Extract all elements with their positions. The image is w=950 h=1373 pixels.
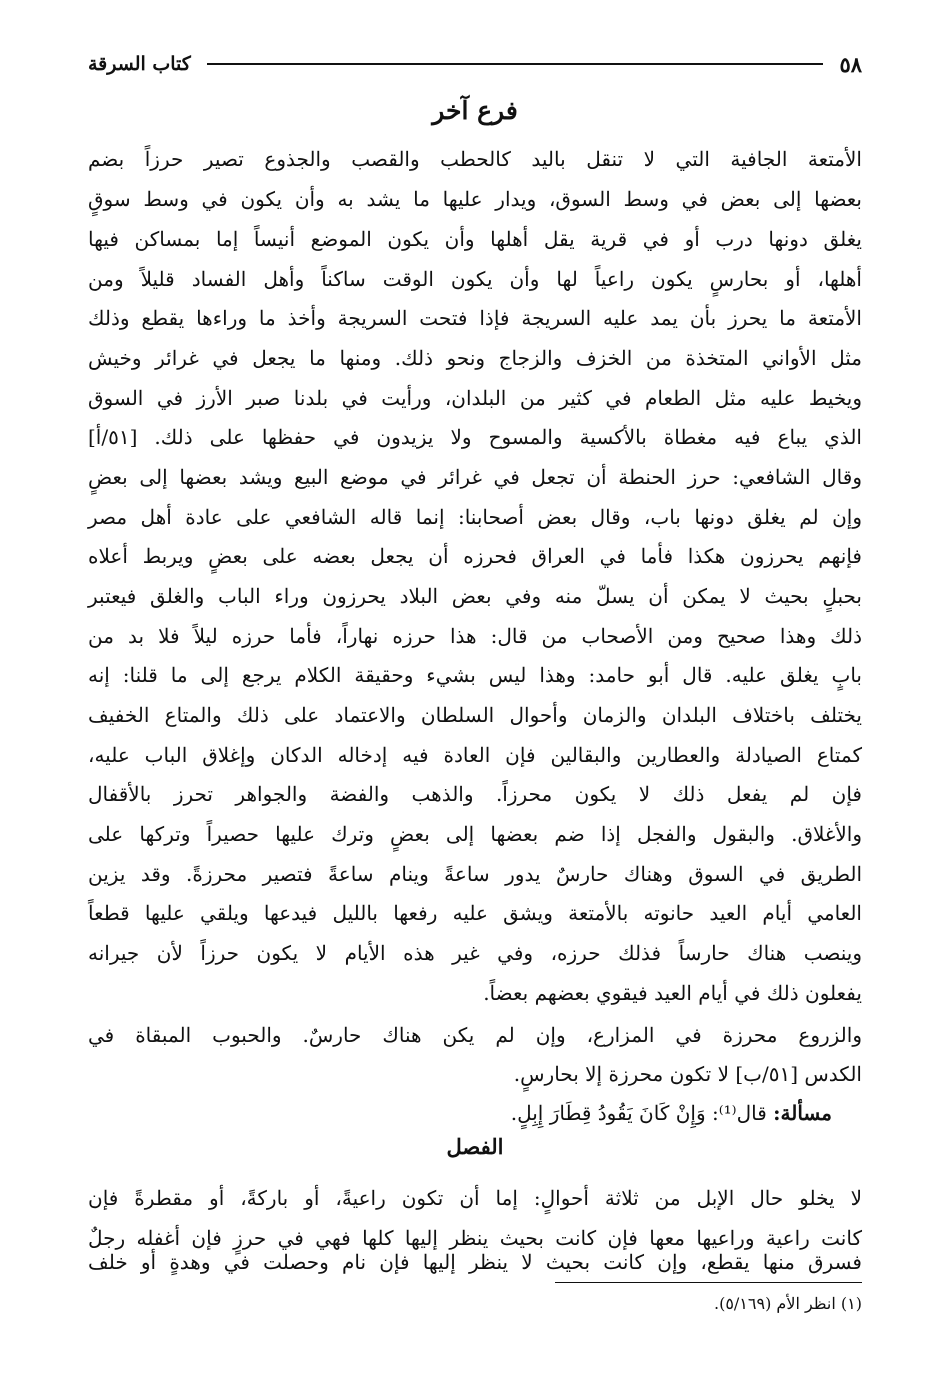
text-line: وإن لم يغلق دونها باب، وقال بعض أصحابنا: إنما قاله الشافعي على عادة أهل مصر [88,505,862,529]
section-heading: فرع آخر [432,96,518,125]
text-line: الطريق في السوق وهناك حارسٌ يدور ساعةً وينام ساعةً فتصير محرزةً. وقد يزين [88,862,862,886]
text-line: الكدس [٥١/ب] لا تكون محرزة إلا بحارسٍ. [513,1062,862,1086]
text-line: ويخيط عليه مثل الطعام في كثير من البلدان، ورأيت في بلدنا صبر الأرز في السوق [88,386,862,410]
text-line: فسرق منها يقطع، وإن كانت بحيث لا ينظر إليها فإن نام وحصلت في وهدةٍ أو خلف [88,1250,862,1274]
masala-text: قال⁽¹⁾: وَإِنْ كَانَ يَقُودُ قِطَارَ إِبِلٍ. [510,1101,767,1125]
text-line: العامي أيام العيد حانوته بالأمتعة ويشق عليه رفعها بالليل فيدعها ويلقي عليها قطعاً [88,901,862,925]
section-heading: الفصل [446,1134,504,1159]
text-line: يختلف باختلاف البلدان والزمان وأحوال السلطان والاعتماد على ذلك والمتاع الخفيف [88,703,862,727]
footnote: (١) انظر الأم (٥/١٦٩). [713,1294,862,1313]
text-line: وقال الشافعي: حرز الحنطة أن تجعل في غرائر في موضع البيع ويشد بعضها إلى بعضٍ [88,465,862,489]
text-line: مثل الأواني المتخذة من الخزف والزجاج ونحو ذلك. ومنها ما يجعل في غرائر وخيش [88,346,862,370]
text-line: فإن لم يفعل ذلك لا يكون محرزاً. والذهب والفضة والجواهر تحرز بالأقفال [88,782,862,806]
text-line: ذلك وهذا صحيح ومن الأصحاب من قال: هذا حرزه نهاراً، فأما حرزه ليلاً فلا بد من [88,624,862,648]
text-line: يفعلون ذلك في أيام العيد فيقوي بعضهم بعضاً. [483,981,862,1005]
text-line: بابٍ يغلق عليه. قال أبو حامد: وهذا ليس بشيء وحقيقة الكلام يرجع إلى ما قلنا: إنه [88,663,862,687]
book-title: كتاب السرقة [88,53,191,75]
text-line: لا يخلو حال الإبل من ثلاثة أحوالٍ: إما أن تكون راعيةً، أو باركةً، أو مقطرةً فإن [88,1186,862,1210]
text-line: الذي يباع فيه مغطاة بالأكسية والمسوح ولا يزيدون في حفظها على ذلك. [٥١/أ] [88,425,862,449]
text-line: كانت راعية وراعيها معها فإن كانت بحيث ينظر إليها كلها فهي في حرزٍ فإن أغفله رجلٌ [88,1226,862,1250]
text-line: بعضها إلى بعض في وسط السوق، ويدار عليها ما يشد به وأن يكون في وسط سوقٍ [88,187,862,211]
text-line: والزروع محرزة في المزارع، وإن لم يكن هناك حارسٌ. والحبوب المبقاة في [88,1023,862,1047]
header-rule [207,63,824,65]
footnote-rule [555,1282,862,1283]
masala-label: مسألة: [773,1101,832,1125]
text-line: الأمتعة الجافية التي لا تنقل باليد كالحطب والقصب والجذوع تصير حرزاً بضم [88,147,862,171]
text-line: فإنهم يحرزون هكذا فأما في العراق فحرزه أن يجعل بعضه على بعضٍ ويربط أعلاه [88,544,862,568]
running-header [88,48,862,80]
masala-line [88,1093,832,1133]
text-line: كمتاع الصيادلة والعطارين والبقالين فإن العادة فيه إدخاله الدكان وإغلاق الباب عليه، [88,743,862,767]
text-line: أهلها، أو بحارسٍ يكون راعياً لها وأن يكون الوقت ساكناً وأهل الفساد قليلاً ومن [88,267,862,291]
text-line: يغلق دونها درب أو في قرية يقل أهلها وأن يكون الموضع أنيساً إما بمساكن فيها [88,227,862,251]
text-line: والأغلاق. والبقول والفجل إذا ضم بعضها إلى بعضٍ وترك عليها حصيراً وتركها على [88,822,862,846]
text-line: وينصب هناك حارساً فذلك حرزه، وفي غير هذه الأيام لا يكون حرزاً لأن جيرانه [88,941,862,965]
text-line: بحبلٍ بحيث لا يمكن أن يسلّ منه وفي بعض البلاد يحرزون وراء الباب والغلق فيعتبر [88,584,862,608]
page-number: ٥٨ [839,51,862,77]
text-line: الأمتعة ما يحرز بأن يمد عليه السريجة فإذا فتحت السريجة وأخذ ما وراءها يقطع وذلك [88,306,862,330]
